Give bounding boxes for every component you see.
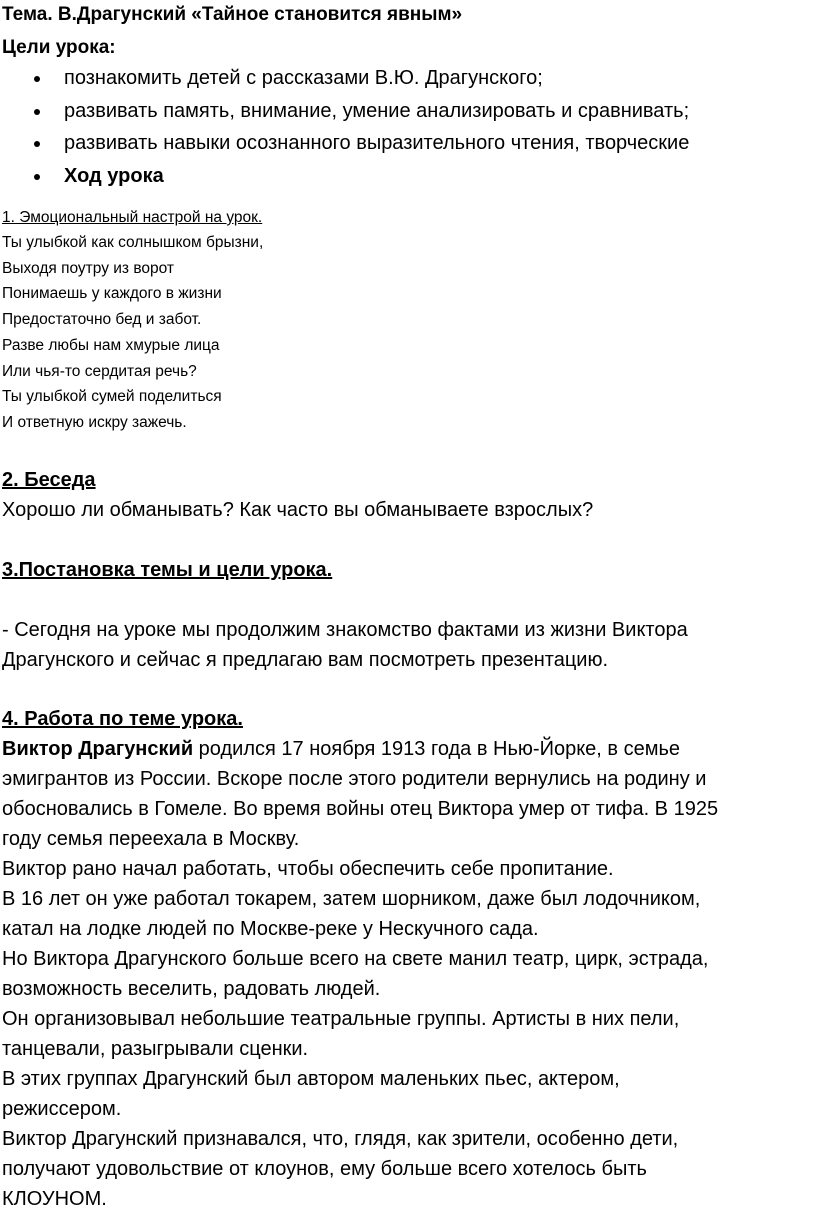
goals-heading: Цели урока: <box>2 37 116 58</box>
text-line: Но Виктора Драгунского больше всего на свете манил театр, цирк, эстрада, <box>2 948 709 970</box>
section2-heading: 2. Беседа <box>2 469 96 491</box>
text-line: возможность веселить, радовать людей. <box>2 978 381 1000</box>
poem-line: Предостаточно бед и забот. <box>2 311 202 329</box>
goal-item: познакомить детей с рассказами В.Ю. Драгунского; <box>2 62 812 95</box>
text-line: КЛОУНОМ. <box>2 1188 107 1210</box>
text-line: Драгунского и сейчас я предлагаю вам посмотреть презентацию. <box>2 649 608 671</box>
text-line: Виктор Драгунский родился 17 ноября 1913 года в Нью-Йорке, в семье <box>2 738 680 760</box>
goals-list <box>2 62 812 192</box>
goal-item: развивать память, внимание, умение анализировать и сравнивать; <box>2 95 812 128</box>
text-line: танцевали, разыгрывали сценки. <box>2 1038 309 1060</box>
document-title: Тема. В.Драгунский «Тайное становится явным» <box>2 4 463 25</box>
poem-line: Или чья-то сердитая речь? <box>2 362 197 380</box>
goal-item: развивать навыки осознанного выразительного чтения, творческие <box>2 127 812 160</box>
text-line: получают удовольствие от клоунов, ему больше всего хотелось быть <box>2 1158 647 1180</box>
poem-line: Понимаешь у каждого в жизни <box>2 285 222 303</box>
author-name: Виктор Драгунский <box>2 738 194 760</box>
section4-heading: 4. Работа по теме урока. <box>2 708 243 730</box>
text-line: катал на лодке людей по Москве-реке у Нескучного сада. <box>2 918 539 940</box>
text-line: В 16 лет он уже работал токарем, затем шорником, даже был лодочником, <box>2 888 701 910</box>
text-line: Виктор Драгунский признавался, что, глядя, как зрители, особенно дети, <box>2 1128 679 1150</box>
text-line: В этих группах Драгунский был автором маленьких пьес, актером, <box>2 1068 620 1090</box>
poem-line: Ты улыбкой сумей поделиться <box>2 388 222 406</box>
poem <box>2 230 812 436</box>
goal-item: Ход урока <box>2 160 812 193</box>
text-line: году семья переехала в Москву. <box>2 828 300 850</box>
section4-body <box>2 734 812 1214</box>
text-line: режиссером. <box>2 1098 122 1120</box>
text-line: эмигрантов из России. Вскоре после этого родители вернулись на родину и <box>2 768 707 790</box>
section3-body <box>2 615 812 675</box>
text-line: обосновались в Гомеле. Во время войны отец Виктора умер от тифа. В 1925 <box>2 798 719 820</box>
section1-heading: 1. Эмоциональный настрой на урок. <box>2 209 263 226</box>
poem-line: И ответную искру зажечь. <box>2 413 187 431</box>
section3-heading: 3.Постановка темы и цели урока. <box>2 559 333 581</box>
text-line: Виктор рано начал работать, чтобы обеспечить себе пропитание. <box>2 858 614 880</box>
text-line: Он организовывал небольшие театральные группы. Артисты в них пели, <box>2 1008 680 1030</box>
poem-line: Выходя поутру из ворот <box>2 259 175 277</box>
poem-line: Разве любы нам хмурые лица <box>2 336 220 354</box>
text-line: - Сегодня на уроке мы продолжим знакомство фактами из жизни Виктора <box>2 619 688 641</box>
section2-text: Хорошо ли обманывать? Как часто вы обманываете взрослых? <box>2 499 594 521</box>
poem-line: Ты улыбкой как солнышком брызни, <box>2 234 264 251</box>
